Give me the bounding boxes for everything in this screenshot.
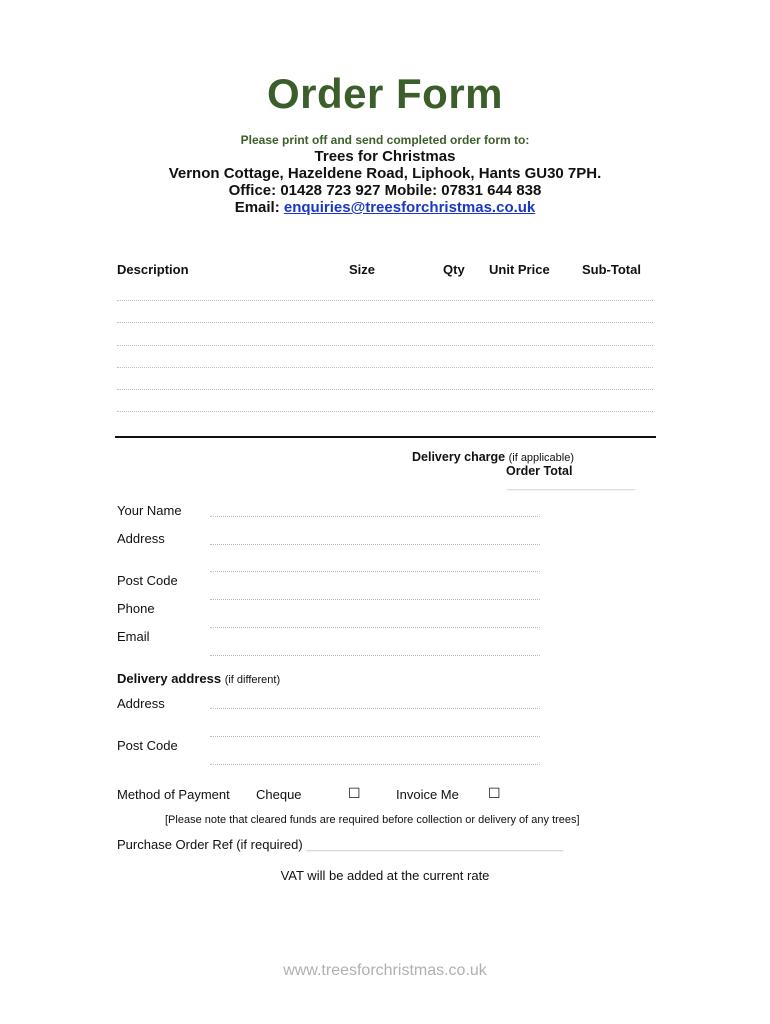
delivery-address-field[interactable] (210, 708, 540, 709)
send-instructions: Please print off and send completed order form to: (240, 133, 530, 147)
your-name-label: Your Name (117, 503, 182, 518)
email-link[interactable]: enquiries@treesforchristmas.co.uk (283, 199, 536, 216)
company-address: Vernon Cottage, Hazeldene Road, Liphook, Hants GU30 7PH. (168, 165, 602, 182)
post-code-field[interactable] (210, 599, 540, 600)
order-row-line[interactable] (117, 389, 653, 390)
delivery-charge-note: (if applicable) (508, 452, 575, 464)
delivery-address-field-line2[interactable] (210, 736, 540, 737)
order-row-line[interactable] (117, 367, 653, 368)
email-field-label: Email (117, 629, 150, 644)
totals-divider (115, 436, 656, 438)
vat-note: VAT will be added at the current rate (280, 868, 490, 883)
delivery-address-title: Delivery address (117, 671, 222, 686)
po-ref-label: Purchase Order Ref (if required) (117, 837, 303, 852)
your-name-field[interactable] (210, 516, 540, 517)
email-label: Email: (234, 199, 280, 216)
invoice-me-checkbox[interactable]: ☐ (488, 785, 501, 801)
page-title: Order Form (266, 70, 504, 117)
company-phones: Office: 01428 723 927 Mobile: 07831 644 838 (228, 182, 542, 199)
header-size: Size (349, 262, 376, 277)
payment-method-label: Method of Payment (117, 787, 230, 802)
header-qty: Qty (443, 262, 465, 277)
cheque-checkbox[interactable]: ☐ (348, 785, 361, 801)
phone-field[interactable] (210, 627, 540, 628)
post-code-label: Post Code (117, 573, 178, 588)
delivery-address-heading (117, 671, 280, 686)
delivery-address-label: Address (117, 696, 165, 711)
footer-url: www.treesforchristmas.co.uk (283, 962, 487, 979)
order-total-label: Order Total (506, 464, 573, 478)
email-field[interactable] (210, 655, 540, 656)
order-total-field[interactable]: _______________________ (507, 480, 635, 491)
delivery-post-code-field[interactable] (210, 764, 540, 765)
company-name: Trees for Christmas (314, 148, 456, 165)
company-email-line (0, 199, 770, 216)
order-row-line[interactable] (117, 345, 653, 346)
invoice-me-label: Invoice Me (396, 787, 459, 802)
address-field-line2[interactable] (210, 571, 540, 572)
po-ref-line (117, 837, 563, 852)
delivery-charge-line (412, 450, 574, 464)
delivery-address-note: (if different) (224, 674, 281, 686)
delivery-charge-label: Delivery charge (412, 450, 506, 464)
payment-note: [Please note that cleared funds are required before collection or delivery of any trees] (165, 814, 580, 826)
po-ref-field[interactable]: __________________________________________ (306, 840, 564, 852)
phone-label: Phone (117, 601, 155, 616)
address-label: Address (117, 531, 165, 546)
cheque-label: Cheque (256, 787, 302, 802)
header-unit-price: Unit Price (489, 262, 550, 277)
order-row-line[interactable] (117, 300, 653, 301)
order-row-line[interactable] (117, 322, 653, 323)
header-description: Description (117, 262, 189, 277)
header-subtotal: Sub-Total (582, 262, 641, 277)
address-field[interactable] (210, 544, 540, 545)
delivery-post-code-label: Post Code (117, 738, 178, 753)
order-row-line[interactable] (117, 411, 653, 412)
